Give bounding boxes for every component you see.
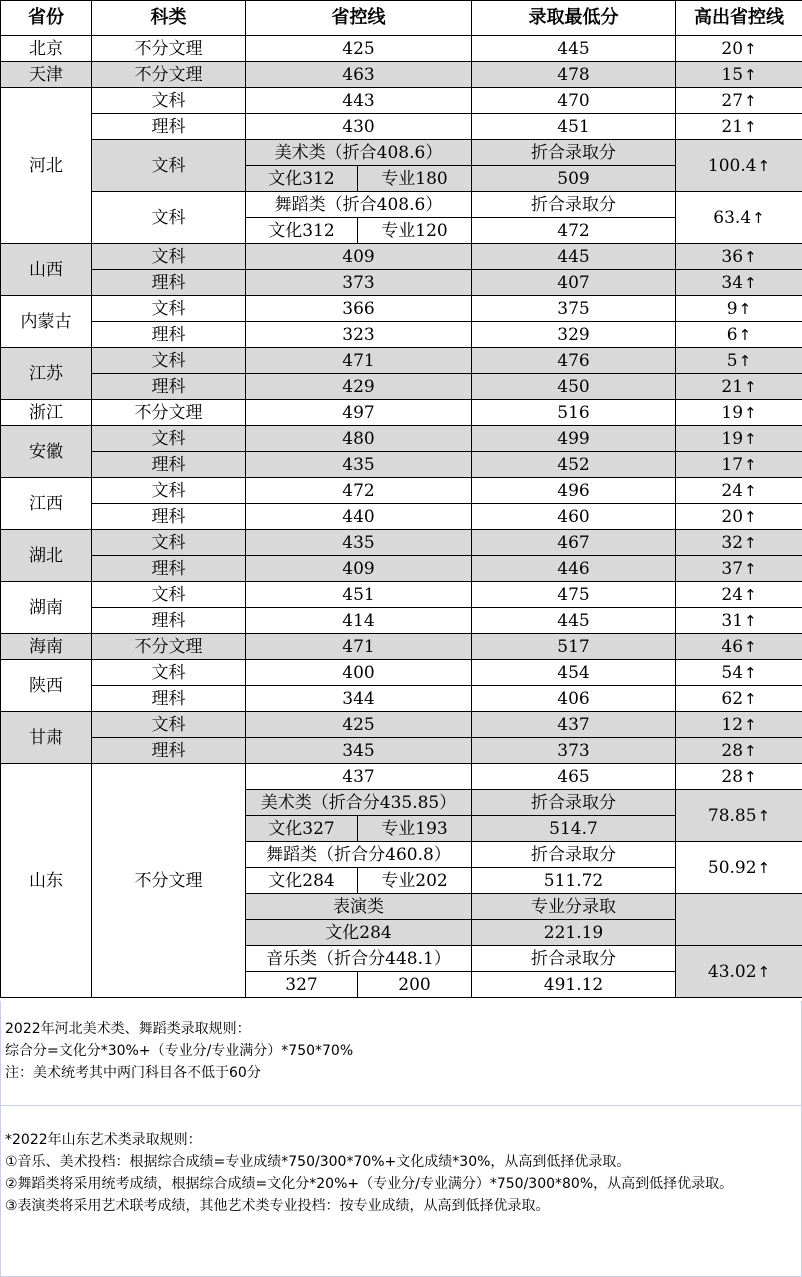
diff-cell xyxy=(676,296,802,322)
header-type: 科类 xyxy=(92,1,246,36)
min-cell: 476 xyxy=(472,348,676,374)
culture-cell: 文化312 xyxy=(246,218,358,244)
diff-value: 31 xyxy=(721,610,744,631)
type-cell: 文科 xyxy=(92,660,246,686)
arrow-up-icon: ↑ xyxy=(744,273,757,292)
line-cell: 366 xyxy=(246,296,472,322)
table-row xyxy=(1,452,802,478)
line-cell: 471 xyxy=(246,348,472,374)
diff-value: 100.4 xyxy=(707,155,757,176)
diff-value: 12 xyxy=(721,714,744,735)
arrow-up-icon: ↑ xyxy=(757,962,771,981)
arrow-up-icon: ↑ xyxy=(757,858,771,877)
type-cell: 文科 xyxy=(92,244,246,270)
min-cell: 221.19 xyxy=(472,920,676,946)
type-cell: 不分文理 xyxy=(92,62,246,88)
line-cell: 440 xyxy=(246,504,472,530)
diff-value: 36 xyxy=(721,246,744,267)
table-row xyxy=(1,634,802,660)
type-cell: 文科 xyxy=(92,296,246,322)
diff-cell xyxy=(676,452,802,478)
table-row xyxy=(1,686,802,712)
province-cell: 安徽 xyxy=(1,426,92,478)
art-label-cell: 美术类（折合408.6） xyxy=(246,140,472,166)
table-row xyxy=(1,62,802,88)
type-cell: 理科 xyxy=(92,686,246,712)
min-cell: 445 xyxy=(472,608,676,634)
diff-value: 78.85 xyxy=(707,805,757,826)
diff-cell xyxy=(676,530,802,556)
line-cell: 400 xyxy=(246,660,472,686)
diff-cell xyxy=(676,842,802,894)
arrow-up-icon: ↑ xyxy=(744,767,757,786)
major-cell: 专业180 xyxy=(358,166,472,192)
table-row xyxy=(1,114,802,140)
province-cell: 江西 xyxy=(1,478,92,530)
min-label-cell: 折合录取分 xyxy=(472,842,676,868)
line-cell: 497 xyxy=(246,400,472,426)
province-cell: 山东 xyxy=(1,764,92,998)
min-cell: 329 xyxy=(472,322,676,348)
header-line: 省控线 xyxy=(246,1,472,36)
diff-value: 9 xyxy=(726,298,738,319)
province-cell: 海南 xyxy=(1,634,92,660)
line-cell: 409 xyxy=(246,244,472,270)
diff-value: 50.92 xyxy=(707,857,757,878)
min-cell: 451 xyxy=(472,114,676,140)
diff-value: 43.02 xyxy=(707,961,757,982)
diff-value: 20 xyxy=(721,38,744,59)
table-row xyxy=(1,400,802,426)
type-cell: 理科 xyxy=(92,114,246,140)
min-label-cell: 折合录取分 xyxy=(472,790,676,816)
arrow-up-icon: ↑ xyxy=(744,559,757,578)
min-cell: 509 xyxy=(472,166,676,192)
min-cell: 407 xyxy=(472,270,676,296)
diff-value: 6 xyxy=(726,324,738,345)
diff-cell xyxy=(676,426,802,452)
province-cell: 浙江 xyxy=(1,400,92,426)
line-cell: 425 xyxy=(246,712,472,738)
diff-value: 21 xyxy=(721,116,744,137)
line-cell: 443 xyxy=(246,88,472,114)
table-row xyxy=(1,322,802,348)
diff-value: 27 xyxy=(721,90,744,111)
min-cell: 467 xyxy=(472,530,676,556)
arrow-up-icon: ↑ xyxy=(744,91,757,110)
line-cell: 344 xyxy=(246,686,472,712)
hebei-rules-note: 注：美术统考其中两门科目各不低于60分 xyxy=(5,1065,261,1081)
table-row xyxy=(1,608,802,634)
type-cell: 文科 xyxy=(92,712,246,738)
arrow-up-icon: ↑ xyxy=(757,156,771,175)
min-cell: 373 xyxy=(472,738,676,764)
line-cell: 345 xyxy=(246,738,472,764)
min-cell: 446 xyxy=(472,556,676,582)
province-cell: 甘肃 xyxy=(1,712,92,764)
type-cell: 理科 xyxy=(92,556,246,582)
diff-value: 21 xyxy=(721,376,744,397)
line-cell: 480 xyxy=(246,426,472,452)
arrow-up-icon: ↑ xyxy=(744,455,757,474)
type-cell: 理科 xyxy=(92,504,246,530)
type-cell: 文科 xyxy=(92,140,246,192)
min-cell: 460 xyxy=(472,504,676,530)
province-cell: 江苏 xyxy=(1,348,92,400)
line-cell: 471 xyxy=(246,634,472,660)
diff-value: 20 xyxy=(721,506,744,527)
diff-value: 15 xyxy=(721,64,744,85)
type-cell: 理科 xyxy=(92,270,246,296)
type-cell: 文科 xyxy=(92,192,246,244)
hebei-rules-title: 2022年河北美术类、舞蹈类录取规则： xyxy=(5,1021,251,1037)
table-row xyxy=(1,764,802,790)
type-cell: 文科 xyxy=(92,478,246,504)
arrow-up-icon: ↑ xyxy=(744,637,757,656)
diff-cell xyxy=(676,686,802,712)
min-cell: 514.7 xyxy=(472,816,676,842)
shandong-rule-1: ①音乐、美术投档：根据综合成绩=专业成绩*750/300*70%+文化成绩*30%，从高到低择优录取。 xyxy=(5,1154,631,1170)
min-cell: 472 xyxy=(472,218,676,244)
header-row xyxy=(1,1,802,36)
diff-value: 17 xyxy=(721,454,744,475)
arrow-up-icon: ↑ xyxy=(744,377,757,396)
diff-cell xyxy=(676,36,802,62)
type-cell: 不分文理 xyxy=(92,764,246,998)
diff-cell xyxy=(676,556,802,582)
province-cell: 天津 xyxy=(1,62,92,88)
type-cell: 文科 xyxy=(92,348,246,374)
table-row xyxy=(1,712,802,738)
diff-value: 19 xyxy=(721,428,744,449)
type-cell: 文科 xyxy=(92,426,246,452)
arrow-up-icon: ↑ xyxy=(744,507,757,526)
arrow-up-icon: ↑ xyxy=(738,351,752,370)
arrow-up-icon: ↑ xyxy=(738,299,752,318)
arrow-up-icon: ↑ xyxy=(757,806,771,825)
type-cell: 理科 xyxy=(92,608,246,634)
type-cell: 理科 xyxy=(92,322,246,348)
line-cell: 414 xyxy=(246,608,472,634)
diff-cell xyxy=(676,244,802,270)
line-cell: 425 xyxy=(246,36,472,62)
diff-cell xyxy=(676,400,802,426)
arrow-up-icon: ↑ xyxy=(744,481,757,500)
table-row xyxy=(1,192,802,218)
table-row xyxy=(1,426,802,452)
diff-cell xyxy=(676,114,802,140)
dance-label-cell: 舞蹈类（折合408.6） xyxy=(246,192,472,218)
type-cell: 不分文理 xyxy=(92,634,246,660)
min-cell: 445 xyxy=(472,244,676,270)
table-row xyxy=(1,478,802,504)
shandong-rule-2: ②舞蹈类将采用统考成绩，根据综合成绩=文化分*20%+（专业分/专业满分）*750/300*80%，从高到低择优录取。 xyxy=(5,1176,734,1192)
min-cell: 450 xyxy=(472,374,676,400)
major-cell: 专业202 xyxy=(358,868,472,894)
diff-cell xyxy=(676,790,802,842)
diff-value: 5 xyxy=(726,350,738,371)
min-cell: 491.12 xyxy=(472,972,676,998)
min-cell: 452 xyxy=(472,452,676,478)
line-cell: 409 xyxy=(246,556,472,582)
min-cell: 375 xyxy=(472,296,676,322)
table-row xyxy=(1,374,802,400)
arrow-up-icon: ↑ xyxy=(744,689,757,708)
table-row xyxy=(1,270,802,296)
arrow-up-icon: ↑ xyxy=(744,611,757,630)
shandong-rule-3: ③表演类将采用艺术联考成绩，其他艺术类专业投档：按专业成绩，从高到低择优录取。 xyxy=(5,1198,550,1214)
min-label-cell: 折合录取分 xyxy=(472,140,676,166)
min-cell: 470 xyxy=(472,88,676,114)
min-label-cell: 专业分录取 xyxy=(472,894,676,920)
major-cell: 专业120 xyxy=(358,218,472,244)
diff-value: 54 xyxy=(721,662,744,683)
hebei-rules-formula: 综合分=文化分*30%+（专业分/专业满分）*750*70% xyxy=(5,1043,354,1059)
line-cell: 437 xyxy=(246,764,472,790)
type-cell: 文科 xyxy=(92,582,246,608)
province-cell: 湖北 xyxy=(1,530,92,582)
notes-panel xyxy=(0,1001,802,1277)
header-province: 省份 xyxy=(1,1,92,36)
shandong-rules xyxy=(5,1129,797,1217)
diff-value: 46 xyxy=(721,636,744,657)
min-cell: 496 xyxy=(472,478,676,504)
diff-cell xyxy=(676,348,802,374)
dance-label-cell: 舞蹈类（折合分460.8） xyxy=(246,842,472,868)
arrow-up-icon: ↑ xyxy=(744,663,757,682)
province-cell: 河北 xyxy=(1,88,92,244)
type-cell: 理科 xyxy=(92,738,246,764)
diff-cell xyxy=(676,140,802,192)
diff-cell-empty xyxy=(676,894,802,946)
culture-cell: 文化327 xyxy=(246,816,358,842)
diff-value: 62 xyxy=(721,688,744,709)
shandong-rules-title: *2022年山东艺术类录取规则： xyxy=(5,1132,202,1148)
table-row xyxy=(1,348,802,374)
line-cell: 463 xyxy=(246,62,472,88)
culture-cell: 文化284 xyxy=(246,868,358,894)
min-cell: 465 xyxy=(472,764,676,790)
diff-cell xyxy=(676,374,802,400)
arrow-up-icon: ↑ xyxy=(744,117,757,136)
arrow-up-icon: ↑ xyxy=(744,247,757,266)
table-row xyxy=(1,296,802,322)
line-cell: 472 xyxy=(246,478,472,504)
arrow-up-icon: ↑ xyxy=(744,585,757,604)
culture-cell: 文化312 xyxy=(246,166,358,192)
diff-cell xyxy=(676,660,802,686)
type-cell: 不分文理 xyxy=(92,400,246,426)
table-row xyxy=(1,504,802,530)
line-cell: 435 xyxy=(246,452,472,478)
province-cell: 陕西 xyxy=(1,660,92,712)
province-cell: 内蒙古 xyxy=(1,296,92,348)
header-min: 录取最低分 xyxy=(472,1,676,36)
diff-value: 34 xyxy=(721,272,744,293)
diff-cell xyxy=(676,504,802,530)
min-label-cell: 折合录取分 xyxy=(472,192,676,218)
min-cell: 475 xyxy=(472,582,676,608)
diff-cell xyxy=(676,634,802,660)
arrow-up-icon: ↑ xyxy=(752,208,765,227)
diff-value: 37 xyxy=(721,558,744,579)
line-cell: 429 xyxy=(246,374,472,400)
diff-cell xyxy=(676,478,802,504)
diff-cell xyxy=(676,608,802,634)
diff-cell xyxy=(676,946,802,998)
table-row xyxy=(1,530,802,556)
diff-value: 24 xyxy=(721,584,744,605)
diff-value: 63.4 xyxy=(713,207,752,228)
province-cell: 湖南 xyxy=(1,582,92,634)
culture-cell: 文化284 xyxy=(246,920,472,946)
line-cell: 430 xyxy=(246,114,472,140)
type-cell: 文科 xyxy=(92,530,246,556)
arrow-up-icon: ↑ xyxy=(744,533,757,552)
diff-value: 19 xyxy=(721,402,744,423)
diff-cell xyxy=(676,764,802,790)
arrow-up-icon: ↑ xyxy=(744,429,757,448)
table-row xyxy=(1,88,802,114)
min-cell: 499 xyxy=(472,426,676,452)
notes-divider xyxy=(1,1105,801,1106)
min-cell: 511.72 xyxy=(472,868,676,894)
table-row xyxy=(1,738,802,764)
type-cell: 理科 xyxy=(92,374,246,400)
perform-label-cell: 表演类 xyxy=(246,894,472,920)
diff-cell xyxy=(676,712,802,738)
min-cell: 445 xyxy=(472,36,676,62)
arrow-up-icon: ↑ xyxy=(744,741,757,760)
header-diff: 高出省控线 xyxy=(676,1,802,36)
diff-cell xyxy=(676,62,802,88)
diff-cell xyxy=(676,88,802,114)
table-row xyxy=(1,36,802,62)
diff-cell xyxy=(676,738,802,764)
diff-value: 32 xyxy=(721,532,744,553)
province-cell: 北京 xyxy=(1,36,92,62)
culture-cell: 327 xyxy=(246,972,358,998)
table-row xyxy=(1,582,802,608)
arrow-up-icon: ↑ xyxy=(738,325,752,344)
line-cell: 435 xyxy=(246,530,472,556)
type-cell: 文科 xyxy=(92,88,246,114)
diff-value: 28 xyxy=(721,740,744,761)
diff-cell xyxy=(676,322,802,348)
min-cell: 516 xyxy=(472,400,676,426)
art-label-cell: 美术类（折合分435.85） xyxy=(246,790,472,816)
line-cell: 373 xyxy=(246,270,472,296)
min-cell: 454 xyxy=(472,660,676,686)
diff-value: 24 xyxy=(721,480,744,501)
min-label-cell: 折合录取分 xyxy=(472,946,676,972)
major-cell: 专业193 xyxy=(358,816,472,842)
min-cell: 437 xyxy=(472,712,676,738)
min-cell: 406 xyxy=(472,686,676,712)
arrow-up-icon: ↑ xyxy=(744,403,757,422)
table-row xyxy=(1,660,802,686)
table-row xyxy=(1,244,802,270)
arrow-up-icon: ↑ xyxy=(744,65,757,84)
table-row xyxy=(1,556,802,582)
music-label-cell: 音乐类（折合分448.1） xyxy=(246,946,472,972)
diff-cell xyxy=(676,582,802,608)
diff-cell xyxy=(676,270,802,296)
min-cell: 517 xyxy=(472,634,676,660)
hebei-rules xyxy=(5,1018,795,1084)
arrow-up-icon: ↑ xyxy=(744,715,757,734)
diff-cell xyxy=(676,192,802,244)
min-cell: 478 xyxy=(472,62,676,88)
arrow-up-icon: ↑ xyxy=(744,39,757,58)
table-row xyxy=(1,140,802,166)
major-cell: 200 xyxy=(358,972,472,998)
line-cell: 323 xyxy=(246,322,472,348)
type-cell: 不分文理 xyxy=(92,36,246,62)
line-cell: 451 xyxy=(246,582,472,608)
diff-value: 28 xyxy=(721,766,744,787)
province-cell: 山西 xyxy=(1,244,92,296)
type-cell: 理科 xyxy=(92,452,246,478)
